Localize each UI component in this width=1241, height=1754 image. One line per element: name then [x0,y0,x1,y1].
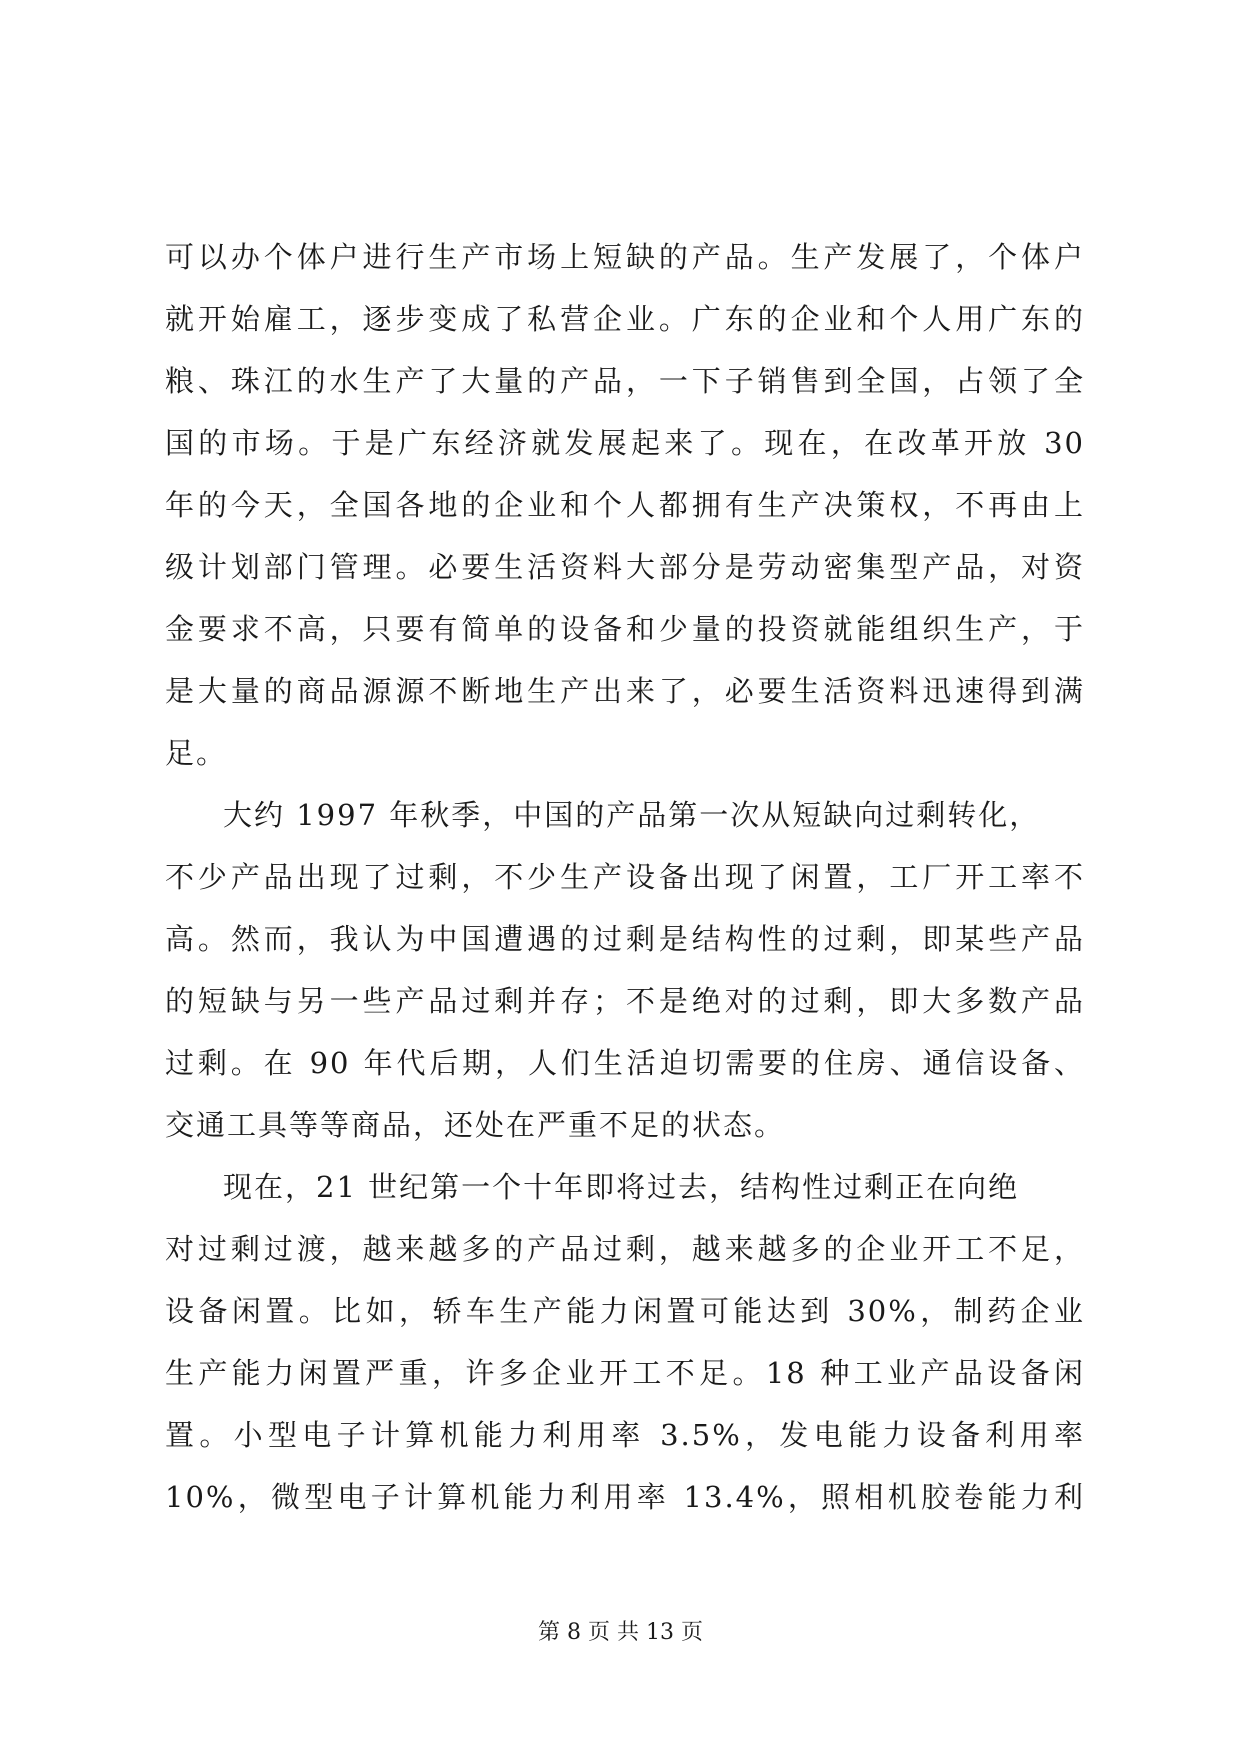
text-line: 的短缺与另一些产品过剩并存；不是绝对的过剩，即大多数产品 [165,984,1085,1018]
text-line: 设备闲置。比如，轿车生产能力闲置可能达到 30%，制药企业 [165,1294,1085,1328]
text-line: 置。小型电子计算机能力利用率 3.5%，发电能力设备利用率 [165,1418,1085,1452]
text-line: 是大量的商品源源不断地生产出来了，必要生活资料迅速得到满 [165,674,1085,708]
paragraph-start-line: 大约 1997 年秋季，中国的产品第一次从短缺向过剩转化， [223,798,1041,832]
text-line: 国的市场。于是广东经济就发展起来了。现在，在改革开放 30 [165,426,1085,460]
text-line: 粮、珠江的水生产了大量的产品，一下子销售到全国，占领了全 [165,364,1085,398]
paragraph-start-line: 现在，21 世纪第一个十年即将过去，结构性过剩正在向绝 [223,1170,1020,1204]
text-line: 级计划部门管理。必要生活资料大部分是劳动密集型产品，对资 [165,550,1085,584]
text-line: 年的今天，全国各地的企业和个人都拥有生产决策权，不再由上 [165,488,1085,522]
text-line: 生产能力闲置严重，许多企业开工不足。18 种工业产品设备闲 [165,1356,1085,1390]
text-line: 交通工具等等商品，还处在严重不足的状态。 [165,1108,786,1142]
page-number-footer: 第 8 页 共 13 页 [538,1620,703,1645]
text-line: 不少产品出现了过剩，不少生产设备出现了闲置，工厂开工率不 [165,860,1085,894]
text-line: 过剩。在 90 年代后期，人们生活迫切需要的住房、通信设备、 [165,1046,1085,1080]
text-line: 可以办个体户进行生产市场上短缺的产品。生产发展了，个体户 [165,240,1085,274]
text-line: 金要求不高，只要有简单的设备和少量的投资就能组织生产，于 [165,612,1085,646]
text-line: 就开始雇工，逐步变成了私营企业。广东的企业和个人用广东的 [165,302,1085,336]
text-line: 对过剩过渡，越来越多的产品过剩，越来越多的企业开工不足， [165,1232,1085,1266]
text-line: 10%，微型电子计算机能力利用率 13.4%，照相机胶卷能力利 [165,1480,1085,1514]
text-line: 高。然而，我认为中国遭遇的过剩是结构性的过剩，即某些产品 [165,922,1085,956]
text-line: 足。 [165,736,228,770]
body-text [165,226,1085,1528]
